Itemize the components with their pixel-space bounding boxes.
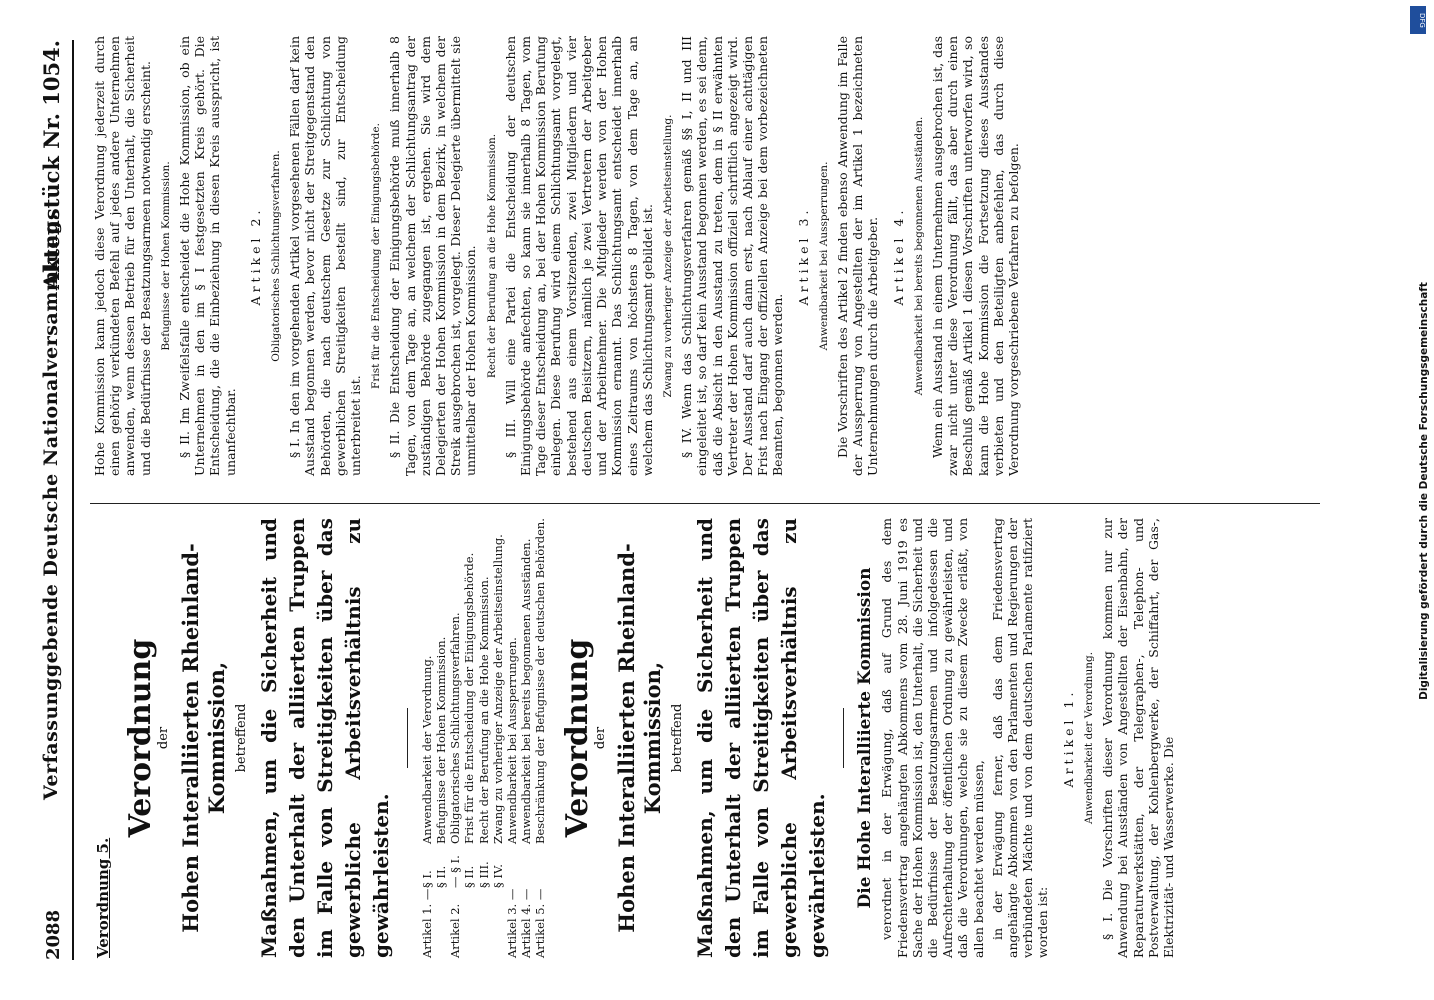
heading-verordnung-1: Verordnung [123,638,159,838]
article-1-subtitle: Anwendbarkeit der Verordnung. [1082,651,1095,825]
toc-text: Befugnisse der Hohen Kommission. [434,636,449,844]
section-paragraph: Wenn ein Ausstand in einem Unternehmen ausgebrochen ist, das zwar nicht unter diese Verordnung fällt, das aber durch einen Beschluß gemäß Artikel 1 diesen Vorschriften unterworfen wird, so kann die Hohe Kommission die Fortsetzung dieses Ausstandes verbieten und den Beteiligten anbefehlen, das durch diese Verordnung vorgeschriebene Verfahren zu befolgen. [929,36,1021,476]
toc-article: Artikel 2. [448,903,463,958]
toc-section: § I. [419,870,434,888]
toc-row [434,518,448,958]
toc-text: Recht der Berufung an die Hohe Kommission. [476,576,491,844]
preamble-paragraph-1: verordnet in der Erwägung, daß auf Grund des dem Friedensvertrag angehängten Abkommens vom 28. Juni 1919 es Sache der Hohen Kommission ist, den Unterhalt, die Sicherheit und die Bedürfnisse der Besatzungsarmeen und infolgedessen die Aufrechterhaltung der öffentlichen Ordnung zu gewährleisten, und daß die Verordnungen, welche sie zu diesem Zwecke erläßt, von allen beachtet werden müssen, [879,518,986,958]
toc-section: — § I. [448,855,463,888]
toc-row [533,518,547,958]
measures-title-1: Maßnahmen, um die Sicherheit und den Unterhalt der alliierten Truppen im Falle von Streitigkeiten über das gewerbliche Arbeitsverhältnis zu gewährleisten. [256,518,393,958]
toc-text: Anwendbarkeit bei bereits begonnenen Ausständen. [519,538,534,844]
section-subtitle: Recht der Berufung an die Hohe Kommission. [485,133,498,379]
section-paragraph: § I. In den im vorgehenden Artikel vorgesehenen Fällen darf kein Ausstand begonnen werden, bevor nicht der Streitgegenstand den Behörden, die nach deutschem Gesetze zur Schlichtung von gewerblichen Streitigkeiten bestellt sind, zur Entscheidung unterbreitet ist. [287,36,364,476]
dfg-logo-icon: DFG [1410,6,1426,34]
continuation-paragraph: Hohe Kommission kann jedoch diese Verordnung jederzeit durch einen gehörig verkündeten Befehl auf jedes andere Unternehmen anwenden, wenn dessen Betrieb für den Unterhalt, die Sicherheit und die Bedürfnisse der Besatzungsarmeen notwendig erscheint. [92,36,153,476]
toc-section [505,844,519,888]
toc-section: § II. [434,865,449,888]
section-paragraph: Die Vorschriften des Artikel 2 finden ebenso Anwendung im Falle der Aussperrung von Angestellten der im Artikel 1 bezeichneten Unternehmungen durch die Arbeitgeber. [834,36,881,476]
section-subtitle: Befugnisse der Hohen Kommission. [159,161,172,351]
section-paragraph: § III. Will eine Partei die Entscheidung der deutschen Einigungsbehörde anfechten, so kann sie innerhalb 8 Tagen, vom Tage dieser Entscheidung an, bei der Hohen Kommission Berufung einlegen. Diese Berufung wird einem Schlichtungsamt vorgelegt, bestehend aus einem Vorsitzenden, zwei Mitgliedern und vier deutschen Beisitzern, nämlich je zwei Vertretern der Arbeitgeber und der Arbeitnehmer. Die Mitglieder werden von der Hohen Kommission ernannt. Das Schlichtungsamt entscheidet innerhalb eines Zeitraums von höchstens 8 Tagen, von dem Tage an, an welchem das Schlichtungsamt gebildet ist. [502,36,655,476]
toc-article: Artikel 1. — [419,888,434,958]
ordinance-tag: Verordnung 5. [94,837,112,958]
section-paragraph: § II. Im Zweifelsfalle entscheidet die Hohe Kommission, ob ein Unternehmen in den im § I festgesetzten Kreis gehört. Die Entscheidung, die die Einbeziehung in diesen Kreis ausspricht, ist unanfechtbar. [177,36,238,476]
section-subtitle: Frist für die Entscheidung der Einigungsbehörde. [370,123,383,389]
toc-text: Beschränkung der Befugnisse der deutschen Behörden. [533,518,548,844]
toc-article [491,888,505,958]
article-4-heading: Artikel 4. [890,206,906,306]
toc-row [420,518,434,958]
article-1-heading: Artikel 1. [1060,688,1076,788]
article-2-heading: Artikel 2. [247,206,263,306]
der-2: der [592,726,608,750]
section-subtitle: Anwendbarkeit bei bereits begonnenen Ausständen. [912,116,925,396]
section-subtitle: Obligatorisches Schlichtungsverfahren. [270,150,283,362]
journal-title: Verfassunggebende Deutsche Nationalversammlung. [40,213,62,800]
section-subtitle: Anwendbarkeit bei Aussperrungen. [817,161,830,351]
der-1: der [156,726,172,750]
toc-row [519,518,533,958]
commission-title-1: Hohen Interalliierten Rheinland-Kommission, [177,543,229,933]
commission-subject: Die Hohe Interalliierte Kommission [855,567,876,909]
measures-title-2: Maßnahmen, um die Sicherheit und den Unterhalt der alliierten Truppen im Falle von Streitigkeiten über das gewerbliche Arbeitsverhältnis zu gewährleisten. [693,518,830,958]
toc-article [434,888,448,958]
table-of-contents [420,518,548,958]
funding-sidebar [1404,0,1434,1000]
right-column [92,36,1025,476]
toc-section: § III. [476,861,491,888]
toc-text: Anwendbarkeit der Verordnung. [419,655,434,844]
toc-text: Anwendbarkeit bei Aussperrungen. [505,637,520,844]
toc-section [519,844,533,888]
toc-section: § II. [462,865,477,888]
divider [843,708,844,768]
toc-row [491,518,505,958]
betreffend-2: betreffend [670,703,686,773]
toc-section: § IV. [490,864,505,888]
commission-title-2: Hohen Interalliierten Rheinland-Kommission, [614,543,666,933]
toc-row [477,518,491,958]
toc-article: Artikel 4. — [519,888,534,958]
toc-article [477,888,491,958]
column-divider [90,503,1320,504]
article-3-heading: Artikel 3. [795,206,811,306]
page-header [39,40,74,960]
betreffend-1: betreffend [233,703,249,773]
section-subtitle: Zwang zu vorheriger Anzeige der Arbeitseinstellung. [661,114,674,398]
toc-text: Zwang zu vorheriger Anzeige der Arbeitseinstellung. [490,534,505,844]
section-paragraph: § IV. Wenn das Schlichtungsverfahren gemäß §§ I, II und III eingeleitet ist, so darf kein Ausstand begonnen werden, es sei denn, daß die Absicht in den Ausstand zu treten, dem in § II erwähnten Vertreter der Hohen Kommission offiziell schriftlich angezeigt wird. Der Ausstand darf auch dann erst, nach Ablauf einer achttägigen Frist nach Eingang der offiziellen Anzeige bei dem vorbezeichneten Beamten, begonnen werden. [679,36,786,476]
toc-row [448,518,462,958]
article-1-paragraph: § I. Die Vorschriften dieser Verordnung kommen nur zur Anwendung bei Ausständen von Angestellten der Eisenbahn, der Reparaturwerkstätten, der Telegraphen-, Telephon- und Postverwaltung, der Kohlenbergwerke, der Schiffahrt, der Gas-, Elektrizität- und Wasserwerke. Die [1100,518,1176,958]
toc-text: Obligatorisches Schlichtungsverfahren. [448,612,463,844]
left-column [92,518,1180,958]
document-number: Aktenstück Nr. 1054. [39,40,64,290]
page-number: 2088 [43,909,64,960]
toc-row [462,518,476,958]
heading-verordnung-2: Verordnung [559,638,595,838]
funding-note: Digitalisierung gefördert durch die Deutsche Forschungsgemeinschaft [1418,282,1430,700]
toc-row [505,518,519,958]
toc-article: Artikel 3. — [505,888,520,958]
toc-article: Artikel 5. — [533,888,548,958]
divider [407,708,408,768]
toc-section [533,844,547,888]
section-paragraph: § II. Die Entscheidung der Einigungsbehörde muß innerhalb 8 Tagen, von dem Tage an, an welchem der Schlichtungsantrag der zuständigen Behörde zugegangen ist, ergehen. Sie wird dem Delegierten der Hohen Kommission in dem Bezirk, in welchem der Streik ausgebrochen ist, vorgelegt. Dieser Delegierte übermittelt sie unmittelbar der Hohen Kommission. [387,36,479,476]
preamble-paragraph-2: in der Erwägung ferner, daß das dem Friedensvertrag angehängte Abkommen von den Parlamenten und Regierungen der verbündeten Mächte und von dem deutschen Parlamente ratifiziert worden ist: [989,518,1051,958]
toc-article [462,888,476,958]
toc-text: Frist für die Entscheidung der Einigungsbehörde. [462,552,477,844]
